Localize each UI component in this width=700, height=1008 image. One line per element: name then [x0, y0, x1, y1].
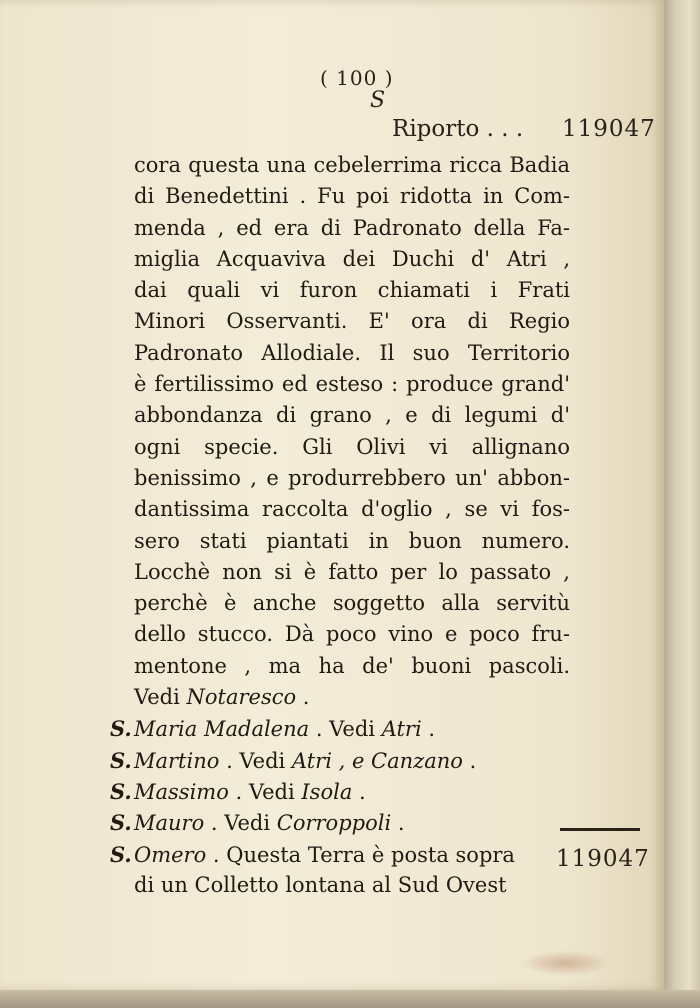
- entry-mauro: S. Mauro . Vedi Corroppoli .: [110, 810, 405, 836]
- page-number: ( 100 ): [320, 66, 394, 90]
- entry-martino: S. Martino . Vedi Atri , e Canzano .: [110, 747, 477, 773]
- text-line: dai quali vi furon chiamati i Frati: [134, 278, 570, 303]
- text-line: abbondanza di grano , e di legumi d': [134, 403, 570, 428]
- final-line: di un Colletto lontana al Sud Ovest: [134, 872, 507, 897]
- text-line: dello stucco. Dà poco vino e poco fru-: [134, 622, 570, 647]
- text-line: Locchè non si è fatto per lo passato ,: [134, 559, 570, 584]
- carried-forward: [392, 116, 656, 142]
- text-line: Padronato Allodiale. Il suo Territorio: [134, 340, 570, 365]
- text-line: cora questa una cebelerrima ricca Badia: [134, 153, 570, 177]
- page-bottom-edge: [0, 990, 700, 1008]
- see-ref: Notaresco: [186, 685, 297, 710]
- total-rule: [560, 828, 640, 831]
- text-line: Minori Osservanti. E' ora di Regio: [134, 309, 570, 334]
- text-line: di Benedettini . Fu poi ridotta in Com-: [134, 184, 570, 209]
- text-line: è fertilissimo ed esteso : produce grand': [134, 372, 570, 397]
- see-line: Vedi Notaresco .: [134, 685, 310, 710]
- text-line: miglia Acquaviva dei Duchi d' Atri ,: [134, 246, 570, 271]
- paper-stain: [520, 950, 610, 976]
- footer-carried-value: 119047: [556, 846, 650, 872]
- next-page-edge: [664, 0, 700, 1008]
- carried-value: 119047: [562, 116, 656, 142]
- signature-mark: S: [370, 88, 386, 113]
- text-line: benissimo , e produrrebbero un' abbon-: [134, 465, 570, 490]
- text-line: menda , ed era di Padronato della Fa-: [134, 215, 570, 240]
- text-line: mentone , ma ha de' buoni pascoli.: [134, 653, 570, 678]
- entry-maria-madalena: S. Maria Madalena . Vedi Atri .: [110, 716, 436, 742]
- carried-label: Riporto . . .: [392, 116, 524, 142]
- text-line: sero stati piantati in buon numero.: [134, 528, 570, 553]
- body-text: [110, 150, 570, 901]
- entry-omero: S. Omero . Questa Terra è posta sopra: [110, 841, 515, 867]
- entry-massimo: S. Massimo . Vedi Isola .: [110, 778, 366, 804]
- text-line: perchè è anche soggetto alla servitù: [134, 591, 570, 616]
- text-line: ogni specie. Gli Olivi vi allignano: [134, 434, 570, 459]
- text-line: dantissima raccolta d'oglio , se vi fos-: [134, 497, 570, 522]
